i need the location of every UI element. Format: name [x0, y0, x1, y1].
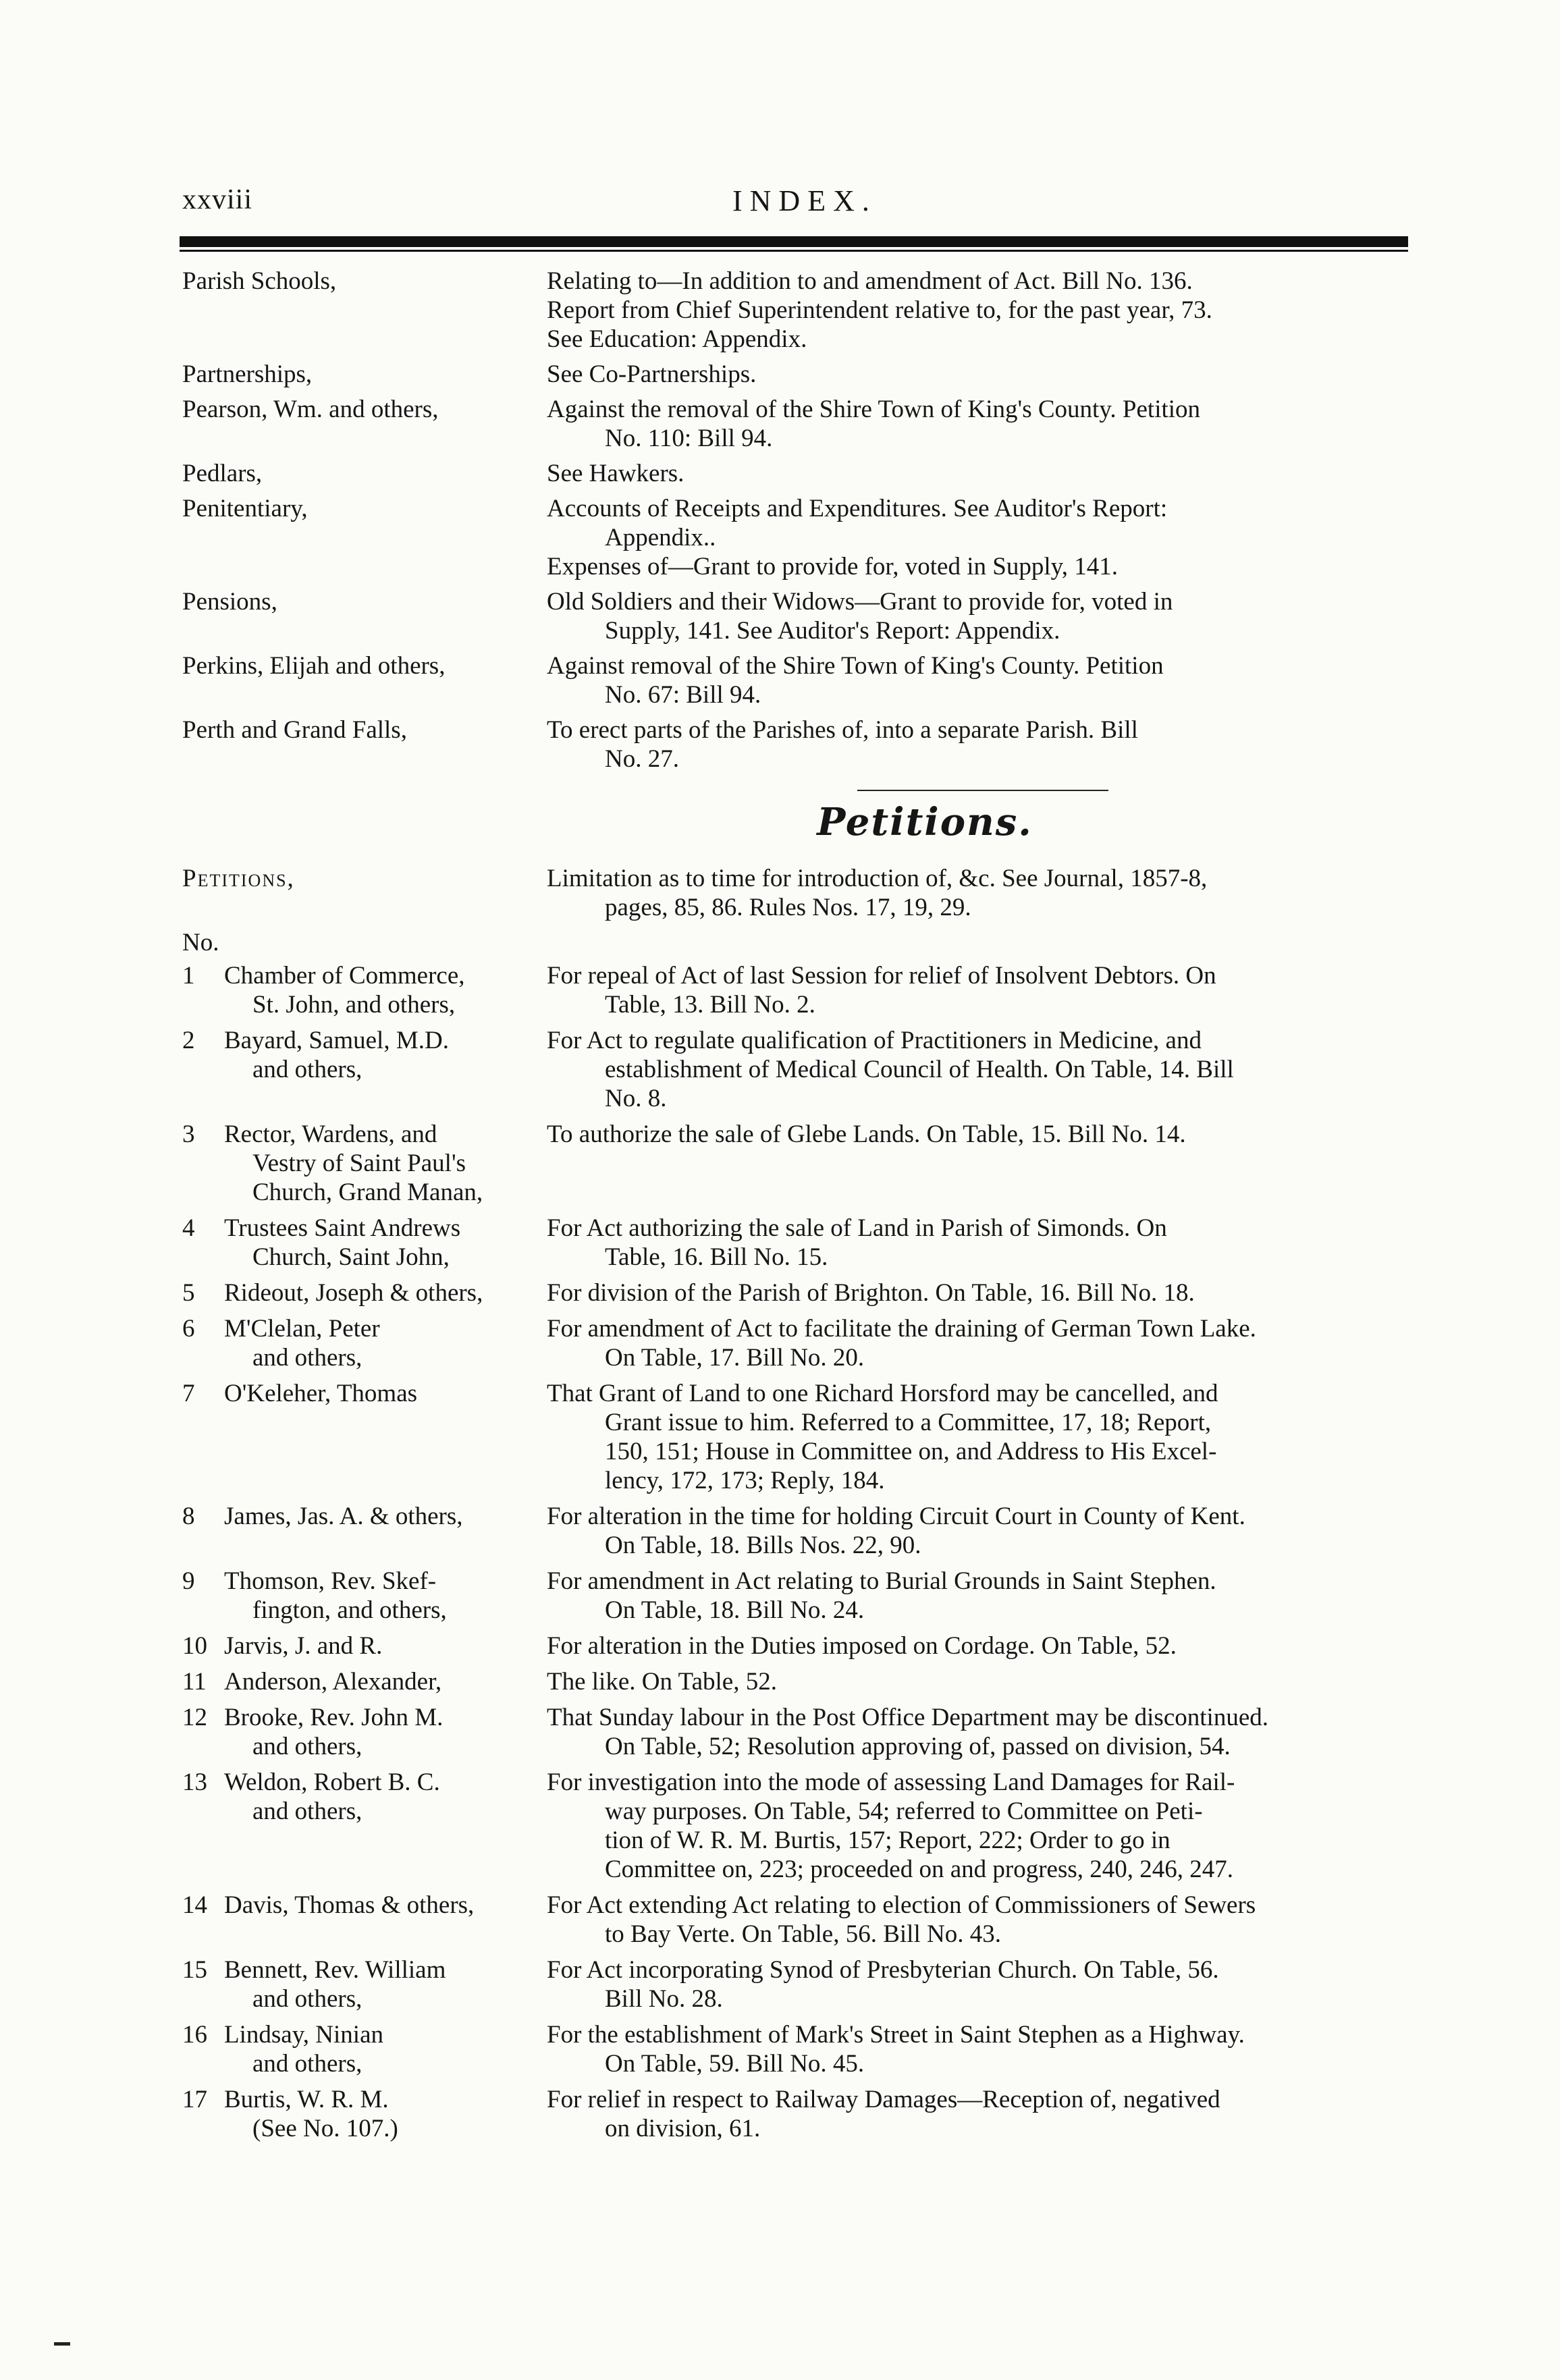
petition-number: 5 [182, 1279, 195, 1307]
petition-entry [182, 1703, 1411, 1761]
index-entry [182, 587, 1411, 645]
petition-desc [547, 1631, 1411, 1660]
name-line: Weldon, Robert B. C. [224, 1768, 440, 1796]
desc-line: Grant issue to him. Referred to a Committee, 17, 18; Report, [605, 1409, 1212, 1436]
desc-line: See Co-Partnerships. [547, 360, 757, 388]
petition-entry [182, 1631, 1411, 1660]
petitions-intro-entry [182, 864, 1411, 922]
name-line: and others, [252, 1344, 362, 1372]
petitioner-name [224, 1214, 547, 1272]
index-entry [182, 459, 1411, 488]
desc-line: For amendment in Act relating to Burial Grounds in Saint Stephen. [547, 1567, 1216, 1595]
petitioner-name [224, 1278, 547, 1307]
petition-number: 11 [182, 1668, 207, 1696]
index-entry [182, 494, 1411, 581]
petition-entry [182, 1667, 1411, 1696]
name-line: Jarvis, J. and R. [224, 1632, 383, 1660]
petition-desc [547, 2020, 1411, 2078]
desc-line: Accounts of Receipts and Expenditures. See Auditor's Report: [547, 495, 1168, 522]
entry-name: Petitions, [182, 865, 295, 892]
petitioner-name [224, 1026, 547, 1084]
desc-line: way purposes. On Table, 54; referred to Committee on Peti- [605, 1797, 1203, 1825]
petitioner-name [224, 2085, 547, 2143]
petition-entry [182, 1120, 1411, 1207]
desc-line: Bill No. 28. [605, 1985, 723, 2013]
name-line: Church, Grand Manan, [252, 1179, 483, 1206]
name-line: Perkins, Elijah and others, [182, 652, 446, 680]
entry-desc [547, 494, 1411, 581]
name-line: St. John, and others, [252, 991, 456, 1019]
petition-entry [182, 1314, 1411, 1372]
petition-entry [182, 961, 1411, 1019]
desc-line: For relief in respect to Railway Damages—Reception of, negatived [547, 2086, 1220, 2113]
petition-desc [547, 1278, 1411, 1307]
desc-line: On Table, 59. Bill No. 45. [605, 2050, 865, 2078]
desc-line: No. 110: Bill 94. [605, 425, 773, 452]
name-line: Partnerships, [182, 360, 313, 388]
desc-line: For the establishment of Mark's Street in Saint Stephen as a Highway. [547, 2021, 1245, 2049]
petition-entry [182, 1502, 1411, 1560]
index-entry [182, 395, 1411, 453]
name-line: and others, [252, 1797, 362, 1825]
petition-desc [547, 1120, 1411, 1149]
desc-line: For Act extending Act relating to election of Commissioners of Sewers [547, 1891, 1256, 1919]
petition-number: 10 [182, 1632, 207, 1660]
entry-desc [547, 459, 1411, 488]
desc-line: Table, 13. Bill No. 2. [605, 991, 815, 1019]
page-folio: xxviii [182, 184, 253, 215]
petition-number: 6 [182, 1315, 195, 1343]
desc-line: To authorize the sale of Glebe Lands. On Table, 15. Bill No. 14. [547, 1120, 1186, 1148]
petition-desc [547, 1379, 1411, 1495]
header-rule-thick [180, 236, 1408, 247]
name-line: (See No. 107.) [252, 2115, 398, 2142]
petition-desc [547, 1703, 1411, 1761]
entry-name [182, 395, 547, 424]
name-line: and others, [252, 1733, 362, 1760]
desc-line: 150, 151; House in Committee on, and Address to His Excel- [605, 1438, 1217, 1465]
petitioner-name [224, 1120, 547, 1207]
name-line: Rector, Wardens, and [224, 1120, 437, 1148]
desc-line: Committee on, 223; proceeded on and progress, 240, 246, 247. [605, 1856, 1233, 1883]
name-line: Bayard, Samuel, M.D. [224, 1027, 449, 1054]
entry-desc [547, 864, 1411, 922]
name-line: Penitentiary, [182, 495, 308, 522]
desc-line: See Education: Appendix. [547, 325, 807, 353]
name-line: and others, [252, 1985, 362, 2013]
petition-entry [182, 1379, 1411, 1495]
desc-line: On Table, 18. Bills Nos. 22, 90. [605, 1532, 921, 1559]
desc-line: pages, 85, 86. Rules Nos. 17, 19, 29. [605, 894, 971, 921]
page-title: INDEX. [732, 184, 877, 217]
desc-line: tion of W. R. M. Burtis, 157; Report, 222; Order to go in [605, 1827, 1171, 1854]
petitioner-name [224, 1703, 547, 1761]
index-entries [182, 267, 1411, 2150]
name-line: Pensions, [182, 588, 277, 616]
petition-desc [547, 1955, 1411, 2013]
petition-number: 8 [182, 1503, 195, 1530]
header-rule-thin [180, 250, 1408, 252]
petition-entry [182, 1567, 1411, 1625]
petition-entry [182, 1026, 1411, 1113]
name-line: Rideout, Joseph & others, [224, 1279, 483, 1307]
entry-desc [547, 715, 1411, 774]
petition-entry [182, 1278, 1411, 1307]
entry-desc [547, 651, 1411, 709]
desc-line: Appendix.. [605, 524, 716, 551]
petitioner-name [224, 1379, 547, 1408]
petition-number: 14 [182, 1891, 207, 1919]
petitioner-name [224, 1314, 547, 1372]
index-entry [182, 651, 1411, 709]
petition-number: 17 [182, 2086, 207, 2113]
desc-line: lency, 172, 173; Reply, 184. [605, 1467, 885, 1494]
desc-line: Relating to—In addition to and amendment of Act. Bill No. 136. [547, 267, 1193, 295]
petition-desc [547, 1768, 1411, 1884]
petition-number: 13 [182, 1768, 207, 1796]
entry-desc [547, 360, 1411, 389]
desc-line: For amendment of Act to facilitate the draining of German Town Lake. [547, 1315, 1256, 1343]
petition-entry [182, 1891, 1411, 1949]
petition-desc [547, 1502, 1411, 1560]
desc-line: Against removal of the Shire Town of King's County. Petition [547, 652, 1164, 680]
petition-desc [547, 1667, 1411, 1696]
name-line: Church, Saint John, [252, 1243, 450, 1271]
entry-name [182, 715, 547, 745]
parish-entries [182, 267, 1411, 774]
name-line: Vestry of Saint Paul's [252, 1150, 466, 1177]
name-line: Perth and Grand Falls, [182, 716, 407, 744]
petition-desc [547, 2085, 1411, 2143]
desc-line: For Act to regulate qualification of Practitioners in Medicine, and [547, 1027, 1202, 1054]
entry-desc [547, 587, 1411, 645]
petition-number: 4 [182, 1214, 195, 1242]
desc-line: Report from Chief Superintendent relative to, for the past year, 73. [547, 296, 1212, 324]
index-entry [182, 267, 1411, 354]
petition-entry [182, 1955, 1411, 2013]
desc-line: For division of the Parish of Brighton. On Table, 16. Bill No. 18. [547, 1279, 1195, 1307]
desc-line: Table, 16. Bill No. 15. [605, 1243, 828, 1271]
petition-entry [182, 1214, 1411, 1272]
desc-line: For alteration in the time for holding Circuit Court in County of Kent. [547, 1503, 1245, 1530]
petition-number: 3 [182, 1120, 195, 1148]
petition-desc [547, 1026, 1411, 1113]
desc-line: For repeal of Act of last Session for relief of Insolvent Debtors. On [547, 962, 1216, 990]
petitioner-name [224, 1891, 547, 1920]
name-line: Trustees Saint Andrews [224, 1214, 461, 1242]
name-line: fington, and others, [252, 1596, 447, 1624]
desc-line: For Act incorporating Synod of Presbyterian Church. On Table, 56. [547, 1956, 1219, 1984]
petition-number: 16 [182, 2021, 207, 2049]
petitioner-name [224, 1631, 547, 1660]
desc-line: For Act authorizing the sale of Land in Parish of Simonds. On [547, 1214, 1167, 1242]
petition-entry [182, 2085, 1411, 2143]
stray-ink-mark [54, 2342, 70, 2346]
name-line: Lindsay, Ninian [224, 2021, 384, 2049]
entry-name [182, 459, 547, 488]
desc-line: Against the removal of the Shire Town of King's County. Petition [547, 396, 1201, 423]
name-line: Pedlars, [182, 460, 263, 487]
name-line: James, Jas. A. & others, [224, 1503, 463, 1530]
petitioner-name [224, 961, 547, 1019]
entry-desc [547, 267, 1411, 354]
petition-list [182, 961, 1411, 2143]
entry-name [182, 587, 547, 616]
index-entry [182, 360, 1411, 389]
name-line: Brooke, Rev. John M. [224, 1704, 443, 1731]
desc-line: Old Soldiers and their Widows—Grant to provide for, voted in [547, 588, 1173, 616]
petition-number: 12 [182, 1704, 207, 1731]
name-line: Bennett, Rev. William [224, 1956, 446, 1984]
name-line: and others, [252, 1056, 362, 1083]
entry-name [182, 267, 547, 296]
desc-line: The like. On Table, 52. [547, 1668, 777, 1696]
section-heading: Petitions. [817, 800, 1033, 844]
name-line: Anderson, Alexander, [224, 1668, 442, 1696]
name-line: and others, [252, 2050, 362, 2078]
petition-number: 2 [182, 1027, 195, 1054]
desc-line: on division, 61. [605, 2115, 761, 2142]
petition-number: 15 [182, 1956, 207, 1984]
petitioner-name [224, 1768, 547, 1826]
entry-name [182, 494, 547, 523]
desc-line: For alteration in the Duties imposed on Cordage. On Table, 52. [547, 1632, 1177, 1660]
petition-desc [547, 1314, 1411, 1372]
name-line: Pearson, Wm. and others, [182, 396, 439, 423]
entry-name [182, 651, 547, 680]
desc-line: See Hawkers. [547, 460, 684, 487]
name-line: O'Keleher, Thomas [224, 1380, 418, 1407]
desc-line: Limitation as to time for introduction of, &c. See Journal, 1857-8, [547, 865, 1208, 892]
petition-entry [182, 1768, 1411, 1884]
desc-line: No. 67: Bill 94. [605, 681, 761, 709]
name-line: Davis, Thomas & others, [224, 1891, 475, 1919]
petitioner-name [224, 1567, 547, 1625]
desc-line: establishment of Medical Council of Health. On Table, 14. Bill [605, 1056, 1234, 1083]
name-line: M'Clelan, Peter [224, 1315, 380, 1343]
petition-desc [547, 961, 1411, 1019]
petitioner-name [224, 1955, 547, 2013]
name-line: Thomson, Rev. Skef- [224, 1567, 437, 1595]
section-divider [857, 790, 1108, 791]
desc-line: For investigation into the mode of assessing Land Damages for Rail- [547, 1768, 1235, 1796]
petition-desc [547, 1891, 1411, 1949]
petition-desc [547, 1214, 1411, 1272]
desc-line: Expenses of—Grant to provide for, voted in Supply, 141. [547, 553, 1118, 580]
petition-number: 9 [182, 1567, 195, 1595]
petitioner-name [224, 1667, 547, 1696]
desc-line: On Table, 18. Bill No. 24. [605, 1596, 865, 1624]
desc-line: That Grant of Land to one Richard Horsford may be cancelled, and [547, 1380, 1218, 1407]
entry-desc [547, 395, 1411, 453]
petition-number: 7 [182, 1380, 195, 1407]
desc-line: On Table, 52; Resolution approving of, passed on division, 54. [605, 1733, 1231, 1760]
petitioner-name [224, 2020, 547, 2078]
name-line: Parish Schools, [182, 267, 337, 295]
index-entry [182, 715, 1411, 774]
petition-desc [547, 1567, 1411, 1625]
desc-line: Supply, 141. See Auditor's Report: Appendix. [605, 617, 1060, 645]
name-line: Chamber of Commerce, [224, 962, 465, 990]
desc-line: No. 27. [605, 745, 679, 773]
petitioner-name [224, 1502, 547, 1531]
petition-number: 1 [182, 962, 195, 990]
number-column-label: No. [182, 929, 219, 956]
desc-line: On Table, 17. Bill No. 20. [605, 1344, 865, 1372]
desc-line: That Sunday labour in the Post Office Department may be discontinued. [547, 1704, 1268, 1731]
desc-line: No. 8. [605, 1085, 667, 1112]
name-line: Burtis, W. R. M. [224, 2086, 389, 2113]
entry-name [182, 360, 547, 389]
desc-line: To erect parts of the Parishes of, into a separate Parish. Bill [547, 716, 1138, 744]
petition-entry [182, 2020, 1411, 2078]
desc-line: to Bay Verte. On Table, 56. Bill No. 43. [605, 1920, 1001, 1948]
